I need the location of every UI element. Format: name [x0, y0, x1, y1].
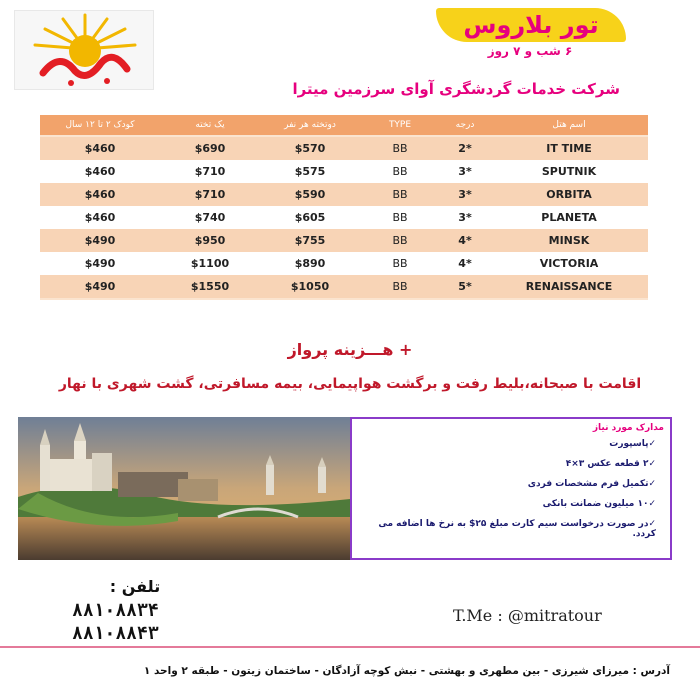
cell-single: $1550	[190, 280, 230, 293]
table-row	[40, 252, 648, 275]
cell-child: $490	[84, 257, 116, 270]
company-name: شرکت خدمات گردشگری آوای سرزمین میترا	[292, 80, 620, 98]
table-row	[40, 275, 648, 298]
cell-double: $590	[294, 188, 326, 201]
header-grade: درجه	[455, 120, 475, 130]
table-row	[40, 137, 648, 160]
phone-label: تلفن :	[109, 577, 161, 596]
doc-item: ✓در صورت درخواست سیم کارت مبلغ ۲۵$ به نرخ ها اضافه می کردد.	[378, 519, 656, 539]
cell-type: BB	[392, 188, 408, 201]
cell-hotel: IT TIME	[546, 142, 592, 155]
services-line: اقامت با صبحانه،بلیط رفت و برگشت هواپیمایی، بیمه مسافرتی، گشت شهری با نهار	[58, 376, 642, 392]
doc-item: ✓تکمیل فرم مشخصات فردی	[527, 479, 656, 489]
cell-child: $460	[84, 188, 116, 201]
doc-item: ✓۲ قطعه عکس ۳×۴	[565, 459, 656, 469]
doc-item: ✓۱۰ میلیون ضمانت بانکی	[542, 499, 656, 509]
header-child: کودک ۲ تا ۱۲ سال	[65, 120, 135, 130]
docs-title: مدارک مورد نیاز	[592, 423, 664, 433]
cell-single: $690	[194, 142, 226, 155]
page-title: تور بلاروس	[463, 11, 599, 39]
cell-type: BB	[392, 211, 408, 224]
doc-item: ✓پاسپورت	[609, 439, 656, 449]
price-table	[40, 115, 648, 300]
city-photo	[18, 417, 350, 560]
cell-type: BB	[392, 234, 408, 247]
cell-double: $605	[294, 211, 326, 224]
cell-hotel: MINSK	[548, 234, 590, 247]
table-row	[40, 160, 648, 183]
required-documents-box	[350, 417, 672, 560]
cell-type: BB	[392, 280, 408, 293]
cell-double: $570	[294, 142, 326, 155]
cell-double: $1050	[290, 280, 330, 293]
table-row	[40, 183, 648, 206]
cell-single: $710	[194, 165, 226, 178]
cell-hotel: RENAISSANCE	[525, 280, 613, 293]
tour-duration: ۶ شب و ۷ روز	[487, 44, 573, 58]
cell-grade: 5*	[458, 280, 472, 293]
cell-grade: 3*	[458, 188, 472, 201]
cell-grade: 2*	[458, 142, 472, 155]
phone-number[interactable]: ۸۸۱۰۸۸۴۳	[72, 623, 159, 644]
phone-number[interactable]: ۸۸۱۰۸۸۳۴	[72, 600, 159, 621]
cell-child: $460	[84, 165, 116, 178]
header-single: یک تخته	[195, 120, 225, 130]
cell-type: BB	[392, 165, 408, 178]
company-logo	[14, 10, 154, 90]
cell-grade: 4*	[458, 257, 472, 270]
table-row	[40, 206, 648, 229]
cell-single: $740	[194, 211, 226, 224]
cell-single: $710	[194, 188, 226, 201]
cell-hotel: VICTORIA	[539, 257, 599, 270]
sun-logo-icon	[15, 11, 155, 91]
cell-type: BB	[392, 142, 408, 155]
cell-child: $460	[84, 211, 116, 224]
cell-double: $575	[294, 165, 326, 178]
cell-hotel: SPUTNIK	[541, 165, 597, 178]
cell-child: $460	[84, 142, 116, 155]
cell-hotel: ORBITA	[546, 188, 592, 201]
cell-grade: 3*	[458, 211, 472, 224]
table-row	[40, 229, 648, 252]
cell-hotel: PLANETA	[541, 211, 597, 224]
header-hotel: اسم هتل	[552, 120, 586, 130]
flight-cost-note: + هـــزینه پرواز	[287, 340, 413, 359]
footer-divider	[0, 646, 700, 648]
cell-single: $950	[194, 234, 226, 247]
cell-double: $755	[294, 234, 326, 247]
cell-child: $490	[84, 234, 116, 247]
city-skyline-image	[18, 417, 350, 560]
cell-type: BB	[392, 257, 408, 270]
cell-grade: 3*	[458, 165, 472, 178]
cell-double: $890	[294, 257, 326, 270]
header-double: دوتخته هر نفر	[284, 120, 336, 130]
cell-single: $1100	[190, 257, 230, 270]
address-line: آدرس : میرزای شیرزی - بین مطهری و بهشتی - نبش کوچه آزادگان - ساختمان زیتون - طبقه ۲ واحد ۱	[143, 665, 670, 677]
cell-child: $490	[84, 280, 116, 293]
telegram-link[interactable]: T.Me : @mitratour	[453, 606, 602, 625]
table-header	[40, 115, 648, 135]
cell-grade: 4*	[458, 234, 472, 247]
header-type: TYPE	[388, 120, 412, 130]
